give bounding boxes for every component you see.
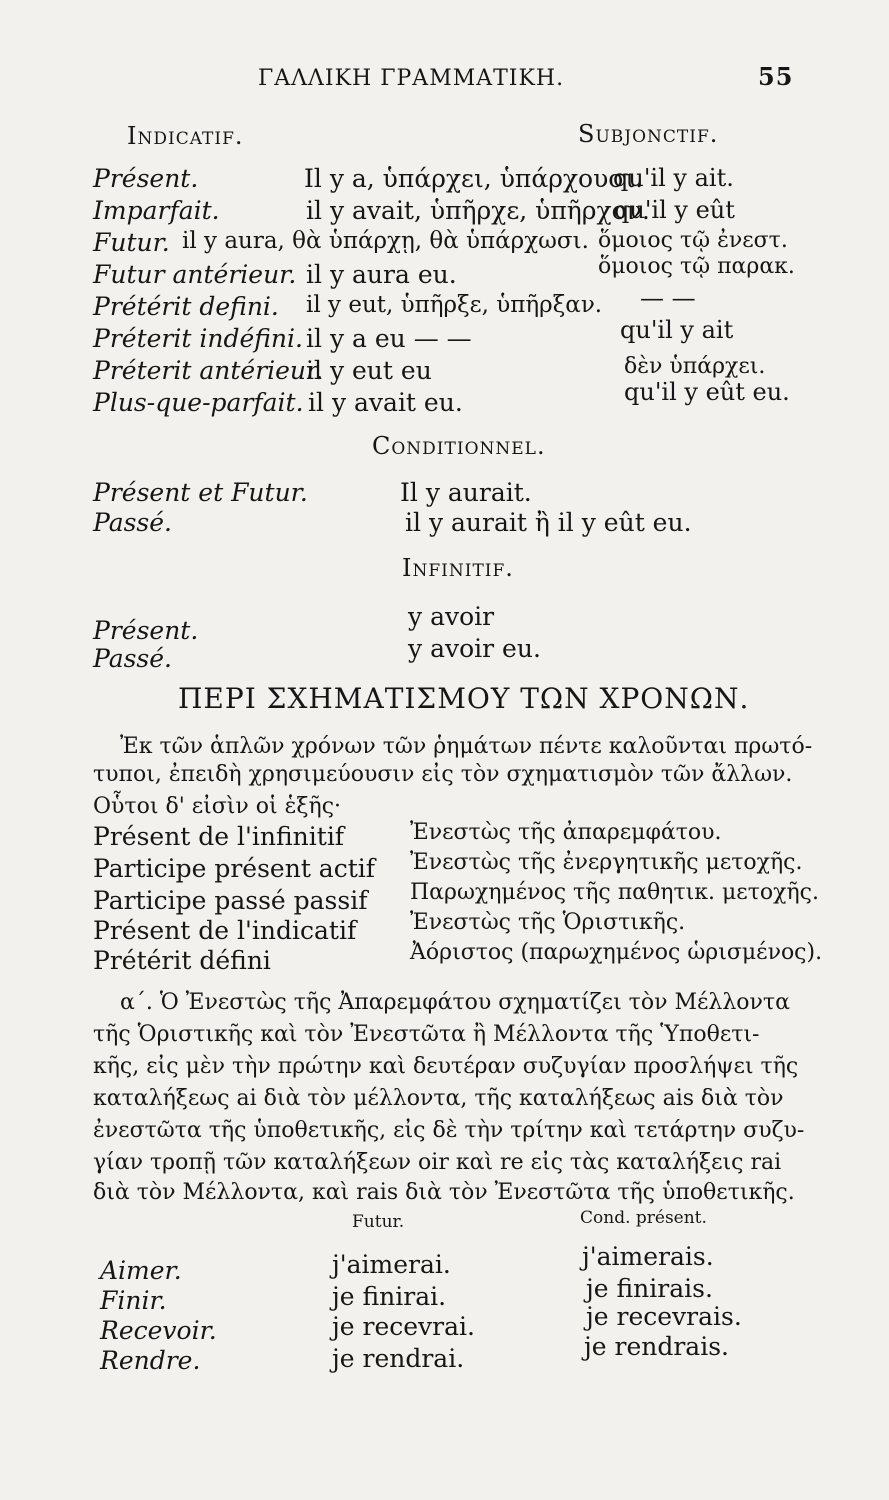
primitive-fr: Prétérit défini bbox=[93, 946, 271, 975]
infinitif-row bbox=[0, 634, 889, 673]
futur-form: je finirai. bbox=[332, 1282, 447, 1311]
cond-form: je rendrais. bbox=[584, 1332, 729, 1361]
conjugation-row bbox=[0, 1302, 889, 1345]
subjunctive-form: qu'il y ait bbox=[620, 316, 734, 344]
primitive-gr: Ἀόριστος (παρωχημένος ὡρισμένος). bbox=[410, 940, 823, 965]
tense-label: Prétérit defini. bbox=[93, 292, 279, 321]
conditionnel-row bbox=[0, 478, 889, 510]
tense-label: Présent et Futur. bbox=[93, 478, 308, 507]
tense-form: il y a eu — — bbox=[306, 324, 472, 353]
indicative-row bbox=[0, 378, 889, 420]
tense-label: Présent. bbox=[93, 616, 199, 645]
conditionnel-heading: Conditionnel. bbox=[372, 432, 546, 460]
tense-label: Imparfait. bbox=[93, 196, 220, 225]
intro-line: Οὗτοι δ' εἰσὶν οἱ ἑξῆς· bbox=[93, 794, 342, 819]
tense-label: Présent. bbox=[93, 164, 199, 193]
subjunctive-form: qu'il y ait. bbox=[613, 164, 734, 192]
tense-label: Futur. bbox=[93, 228, 170, 257]
rule-line: κῆς, εἰς μὲν τὴν πρώτην καὶ δευτέραν συζυγίαν προσλήψει τῆς bbox=[93, 1054, 799, 1079]
tense-label: Préterit antérieur. bbox=[93, 356, 324, 385]
column-header-futur: Futur. bbox=[352, 1212, 405, 1232]
primitive-fr: Présent de l'indicatif bbox=[93, 916, 357, 945]
intro-line: τυποι, ἐπειδὴ χρησιμεύουσιν εἰς τὸν σχηματισμὸν τῶν ἄλλων. bbox=[93, 762, 793, 787]
futur-form: j'aimerai. bbox=[332, 1250, 451, 1279]
indicative-row bbox=[0, 284, 889, 324]
cond-form: je recevrais. bbox=[586, 1302, 742, 1331]
subjunctive-form: δὲν ὑπάρχει. bbox=[624, 354, 766, 379]
rule-line: γίαν τροπῇ τῶν καταλήξεων oir καὶ re εἰς τὰς καταλήξεις rai bbox=[93, 1150, 782, 1175]
conjugation-row bbox=[0, 1332, 889, 1376]
verb-label: Rendre. bbox=[100, 1346, 201, 1375]
subjunctive-form: ὅμοιος τῷ παρακ. bbox=[598, 254, 795, 279]
rule-line: ἐνεστῶτα τῆς ὑποθετικῆς, εἰς δὲ τὴν τρίτην καὶ τετάρτην συζυ- bbox=[93, 1118, 805, 1143]
primitive-fr: Présent de l'infinitif bbox=[93, 822, 345, 851]
tense-form: y avoir eu. bbox=[408, 634, 541, 663]
cond-form: je finirais. bbox=[586, 1274, 713, 1303]
futur-form: je recevrai. bbox=[332, 1312, 475, 1341]
subjonctif-heading: Subjonctif. bbox=[578, 120, 719, 148]
subjunctive-form: ὅμοιος τῷ ἐνεστ. bbox=[598, 228, 788, 253]
tense-form: y avoir bbox=[408, 602, 495, 631]
rule-line: α΄. Ὁ Ἐνεστὼς τῆς Ἀπαρεμφάτου σχηματίζει τὸν Μέλλοντα bbox=[120, 990, 790, 1015]
conjugation-row bbox=[0, 1242, 889, 1285]
rule-line: τῆς Ὁριστικῆς καὶ τὸν Ἐνεστῶτα ἢ Μέλλοντα τῆς Ὑποθετι- bbox=[93, 1022, 760, 1047]
tense-form: il y aura, θὰ ὑπάρχῃ, θὰ ὑπάρχωσι. bbox=[182, 228, 589, 254]
infinitif-heading: Infinitif. bbox=[402, 554, 514, 582]
section-title: ΠΕΡΙ ΣΧΗΜΑΤΙΣΜΟΥ ΤΩΝ ΧΡΟΝΩΝ. bbox=[178, 682, 750, 715]
indicative-row bbox=[0, 316, 889, 356]
tense-form: il y eut eu bbox=[306, 356, 432, 385]
tense-label: Plus-que-parfait. bbox=[93, 388, 304, 417]
intro-line: Ἐκ τῶν ἁπλῶν χρόνων τῶν ῥημάτων πέντε καλοῦνται πρωτό- bbox=[120, 734, 813, 759]
tense-form: il y aura eu. bbox=[306, 260, 457, 289]
tense-form: il y aurait ἢ il y eût eu. bbox=[405, 508, 692, 537]
rule-line: διὰ τὸν Μέλλοντα, καὶ rais διὰ τὸν Ἐνεστῶτα τῆς ὑποθετικῆς. bbox=[93, 1180, 795, 1205]
page-number: 55 bbox=[758, 62, 794, 91]
subjunctive-form: qu'il y eût bbox=[614, 196, 735, 224]
primitive-fr: Participe passé passif bbox=[93, 886, 368, 915]
conditionnel-row bbox=[0, 508, 889, 540]
subjunctive-form: qu'il y eût eu. bbox=[624, 378, 790, 406]
column-header-cond: Cond. présent. bbox=[580, 1208, 707, 1228]
tense-form: Il y aurait. bbox=[400, 478, 532, 507]
tense-label: Passé. bbox=[93, 644, 173, 673]
indicative-row bbox=[0, 164, 889, 196]
verb-label: Recevoir. bbox=[100, 1316, 217, 1345]
primitive-fr: Participe présent actif bbox=[93, 854, 376, 883]
conjugation-row bbox=[0, 1274, 889, 1315]
tense-label: Passé. bbox=[93, 508, 173, 537]
primitive-gr: Ἐνεστὼς τῆς Ὁριστικῆς. bbox=[410, 910, 686, 935]
tense-label: Futur antérieur. bbox=[93, 260, 297, 289]
primitive-gr: Ἐνεστὼς τῆς ἐνεργητικῆς μετοχῆς. bbox=[410, 850, 803, 875]
verb-label: Finir. bbox=[100, 1286, 167, 1315]
tense-form: il y avait, ὑπῆρχε, ὑπῆρχον. bbox=[306, 196, 650, 225]
rule-line: καταλήξεως ai διὰ τὸν μέλλοντα, τῆς καταλήξεως ais διὰ τὸν bbox=[93, 1086, 784, 1111]
tense-form: il y avait eu. bbox=[308, 388, 463, 417]
futur-form: je rendrai. bbox=[332, 1344, 465, 1373]
cond-form: j'aimerais. bbox=[582, 1242, 714, 1271]
indicatif-heading: Indicatif. bbox=[127, 122, 244, 150]
tense-form: Il y a, ὑπάρχει, ὑπάρχουσι. bbox=[304, 164, 644, 193]
primitive-gr: Παρωχημένος τῆς παθητικ. μετοχῆς. bbox=[410, 880, 819, 905]
subjunctive-form: — — bbox=[640, 284, 696, 312]
primitive-gr: Ἐνεστὼς τῆς ἀπαρεμφάτου. bbox=[410, 820, 722, 845]
tense-form: il y eut, ὑπῆρξε, ὑπῆρξαν. bbox=[306, 292, 603, 318]
verb-label: Aimer. bbox=[100, 1256, 182, 1285]
running-title: ΓΑΛΛΙΚΗ ΓΡΑΜΜΑΤΙΚΗ. bbox=[258, 66, 565, 91]
indicative-row bbox=[0, 196, 889, 228]
indicative-row bbox=[0, 254, 889, 292]
tense-label: Préterit indéfini. bbox=[93, 324, 303, 353]
